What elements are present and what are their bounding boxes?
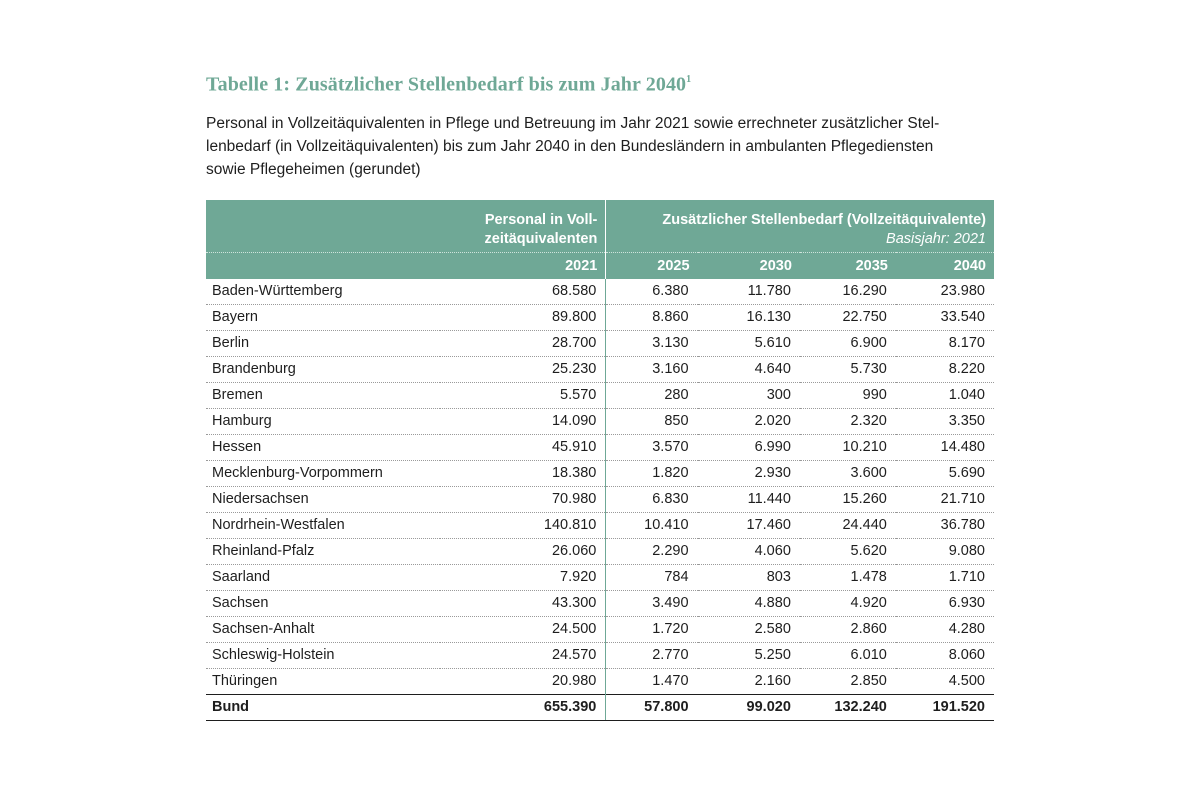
- cell-personal-2021: 70.980: [440, 486, 606, 512]
- cell-personal-2021: 28.700: [440, 330, 606, 356]
- cell-bedarf-2035: 2.860: [800, 616, 896, 642]
- cell-personal-2021: 14.090: [440, 408, 606, 434]
- cell-personal-2021: 25.230: [440, 356, 606, 382]
- header-year-2025: 2025: [606, 252, 698, 279]
- cell-bedarf-2030: 300: [698, 382, 800, 408]
- cell-land: Berlin: [206, 330, 440, 356]
- title-footnote-marker: 1: [686, 74, 692, 85]
- cell-personal-2021: 7.920: [440, 564, 606, 590]
- staffing-table: [206, 200, 994, 721]
- cell-bedarf-2040: 3.350: [896, 408, 994, 434]
- header-personal-line1: Personal in Voll-: [440, 200, 606, 230]
- cell-bedarf-2035: 24.440: [800, 512, 896, 538]
- description-line-3: sowie Pflegeheimen (gerundet): [206, 160, 421, 178]
- cell-land: Baden-Württemberg: [206, 279, 440, 305]
- cell-bedarf-2030: 2.580: [698, 616, 800, 642]
- header-empty-cell-3: [206, 252, 440, 279]
- cell-bedarf-2035: 990: [800, 382, 896, 408]
- cell-bedarf-2030: 2.020: [698, 408, 800, 434]
- cell-bedarf-2025: 3.490: [606, 590, 698, 616]
- cell-personal-2021: 24.500: [440, 616, 606, 642]
- cell-land: Nordrhein-Westfalen: [206, 512, 440, 538]
- table-header: [206, 200, 994, 279]
- cell-bedarf-2035: 6.900: [800, 330, 896, 356]
- table-row: [206, 512, 994, 538]
- cell-bedarf-2025: 850: [606, 408, 698, 434]
- cell-personal-2021: 68.580: [440, 279, 606, 305]
- cell-bedarf-2040: 8.170: [896, 330, 994, 356]
- cell-land: Mecklenburg-Vorpommern: [206, 460, 440, 486]
- table-row: [206, 564, 994, 590]
- cell-bedarf-2035: 16.290: [800, 279, 896, 305]
- cell-bedarf-2035: 2.850: [800, 668, 896, 694]
- table-total-row: [206, 694, 994, 720]
- cell-bedarf-2035: 10.210: [800, 434, 896, 460]
- cell-bedarf-2025: 3.570: [606, 434, 698, 460]
- cell-land: Hessen: [206, 434, 440, 460]
- cell-land: Sachsen: [206, 590, 440, 616]
- cell-bedarf-2025: 3.130: [606, 330, 698, 356]
- table-row: [206, 408, 994, 434]
- table-row: [206, 304, 994, 330]
- cell-land: Brandenburg: [206, 356, 440, 382]
- cell-bedarf-2035: 6.010: [800, 642, 896, 668]
- cell-bedarf-2030: 2.160: [698, 668, 800, 694]
- table-row: [206, 486, 994, 512]
- cell-bedarf-2035: 3.600: [800, 460, 896, 486]
- table-body: [206, 279, 994, 721]
- cell-bedarf-2040: 1.040: [896, 382, 994, 408]
- cell-land: Bremen: [206, 382, 440, 408]
- total-land: Bund: [206, 694, 440, 720]
- header-year-2040: 2040: [896, 252, 994, 279]
- total-bedarf-2040: 191.520: [896, 694, 994, 720]
- cell-bedarf-2040: 1.710: [896, 564, 994, 590]
- cell-personal-2021: 20.980: [440, 668, 606, 694]
- cell-bedarf-2030: 11.440: [698, 486, 800, 512]
- cell-bedarf-2040: 6.930: [896, 590, 994, 616]
- cell-bedarf-2025: 8.860: [606, 304, 698, 330]
- cell-land: Hamburg: [206, 408, 440, 434]
- cell-bedarf-2035: 22.750: [800, 304, 896, 330]
- cell-bedarf-2030: 4.060: [698, 538, 800, 564]
- cell-bedarf-2030: 2.930: [698, 460, 800, 486]
- cell-bedarf-2025: 280: [606, 382, 698, 408]
- header-empty-cell: [206, 200, 440, 230]
- description-line-2: lenbedarf (in Vollzeitäquivalenten) bis zum Jahr 2040 in den Bundesländern in ambulanten Pflegediensten: [206, 137, 934, 155]
- table-row: [206, 642, 994, 668]
- cell-bedarf-2025: 10.410: [606, 512, 698, 538]
- header-year-2035: 2035: [800, 252, 896, 279]
- table-row: [206, 538, 994, 564]
- cell-bedarf-2040: 23.980: [896, 279, 994, 305]
- cell-bedarf-2040: 21.710: [896, 486, 994, 512]
- cell-personal-2021: 24.570: [440, 642, 606, 668]
- cell-land: Thüringen: [206, 668, 440, 694]
- cell-bedarf-2025: 2.770: [606, 642, 698, 668]
- cell-bedarf-2030: 5.250: [698, 642, 800, 668]
- cell-land: Rheinland-Pfalz: [206, 538, 440, 564]
- cell-bedarf-2030: 5.610: [698, 330, 800, 356]
- header-year-2030: 2030: [698, 252, 800, 279]
- cell-bedarf-2035: 15.260: [800, 486, 896, 512]
- cell-bedarf-2030: 4.880: [698, 590, 800, 616]
- total-bedarf-2035: 132.240: [800, 694, 896, 720]
- cell-personal-2021: 26.060: [440, 538, 606, 564]
- table-row: [206, 330, 994, 356]
- cell-land: Schleswig-Holstein: [206, 642, 440, 668]
- cell-bedarf-2035: 5.730: [800, 356, 896, 382]
- total-personal-2021: 655.390: [440, 694, 606, 720]
- cell-bedarf-2025: 1.720: [606, 616, 698, 642]
- cell-land: Niedersachsen: [206, 486, 440, 512]
- table-row: [206, 279, 994, 305]
- cell-land: Saarland: [206, 564, 440, 590]
- cell-personal-2021: 18.380: [440, 460, 606, 486]
- cell-bedarf-2025: 6.380: [606, 279, 698, 305]
- cell-bedarf-2030: 17.460: [698, 512, 800, 538]
- cell-bedarf-2030: 6.990: [698, 434, 800, 460]
- cell-bedarf-2040: 4.500: [896, 668, 994, 694]
- total-bedarf-2025: 57.800: [606, 694, 698, 720]
- cell-land: Bayern: [206, 304, 440, 330]
- cell-bedarf-2040: 33.540: [896, 304, 994, 330]
- header-bedarf: Zusätzlicher Stellenbedarf (Vollzeitäquivalente): [606, 200, 994, 230]
- table-title-text: Tabelle 1: Zusätzlicher Stellenbedarf bis zum Jahr 2040: [206, 73, 687, 96]
- table-row: [206, 434, 994, 460]
- cell-bedarf-2040: 4.280: [896, 616, 994, 642]
- table-description: [206, 112, 996, 181]
- table-row: [206, 460, 994, 486]
- total-bedarf-2030: 99.020: [698, 694, 800, 720]
- cell-bedarf-2025: 784: [606, 564, 698, 590]
- cell-bedarf-2025: 2.290: [606, 538, 698, 564]
- cell-personal-2021: 5.570: [440, 382, 606, 408]
- header-empty-cell-2: [206, 230, 440, 253]
- table-row: [206, 356, 994, 382]
- description-line-1: Personal in Vollzeitäquivalenten in Pflege und Betreuung im Jahr 2021 sowie errechneter zusätzlicher Stel-: [206, 114, 940, 132]
- cell-bedarf-2030: 4.640: [698, 356, 800, 382]
- header-year-2021: 2021: [440, 252, 606, 279]
- cell-bedarf-2025: 1.470: [606, 668, 698, 694]
- cell-bedarf-2040: 8.220: [896, 356, 994, 382]
- cell-personal-2021: 89.800: [440, 304, 606, 330]
- cell-bedarf-2040: 8.060: [896, 642, 994, 668]
- cell-bedarf-2035: 2.320: [800, 408, 896, 434]
- cell-bedarf-2030: 803: [698, 564, 800, 590]
- table-title: [206, 68, 994, 98]
- table-row: [206, 668, 994, 694]
- cell-personal-2021: 140.810: [440, 512, 606, 538]
- table-row: [206, 590, 994, 616]
- cell-bedarf-2040: 36.780: [896, 512, 994, 538]
- table-row: [206, 382, 994, 408]
- document-page: [206, 68, 994, 721]
- cell-bedarf-2025: 1.820: [606, 460, 698, 486]
- cell-land: Sachsen-Anhalt: [206, 616, 440, 642]
- cell-bedarf-2030: 11.780: [698, 279, 800, 305]
- cell-bedarf-2035: 1.478: [800, 564, 896, 590]
- cell-bedarf-2040: 5.690: [896, 460, 994, 486]
- cell-personal-2021: 43.300: [440, 590, 606, 616]
- cell-bedarf-2040: 9.080: [896, 538, 994, 564]
- cell-bedarf-2025: 6.830: [606, 486, 698, 512]
- cell-bedarf-2025: 3.160: [606, 356, 698, 382]
- cell-bedarf-2035: 5.620: [800, 538, 896, 564]
- table-row: [206, 616, 994, 642]
- header-personal-line2: zeitäquivalenten: [440, 230, 606, 253]
- cell-personal-2021: 45.910: [440, 434, 606, 460]
- cell-bedarf-2030: 16.130: [698, 304, 800, 330]
- header-basisjahr: Basisjahr: 2021: [606, 230, 994, 253]
- cell-bedarf-2040: 14.480: [896, 434, 994, 460]
- cell-bedarf-2035: 4.920: [800, 590, 896, 616]
